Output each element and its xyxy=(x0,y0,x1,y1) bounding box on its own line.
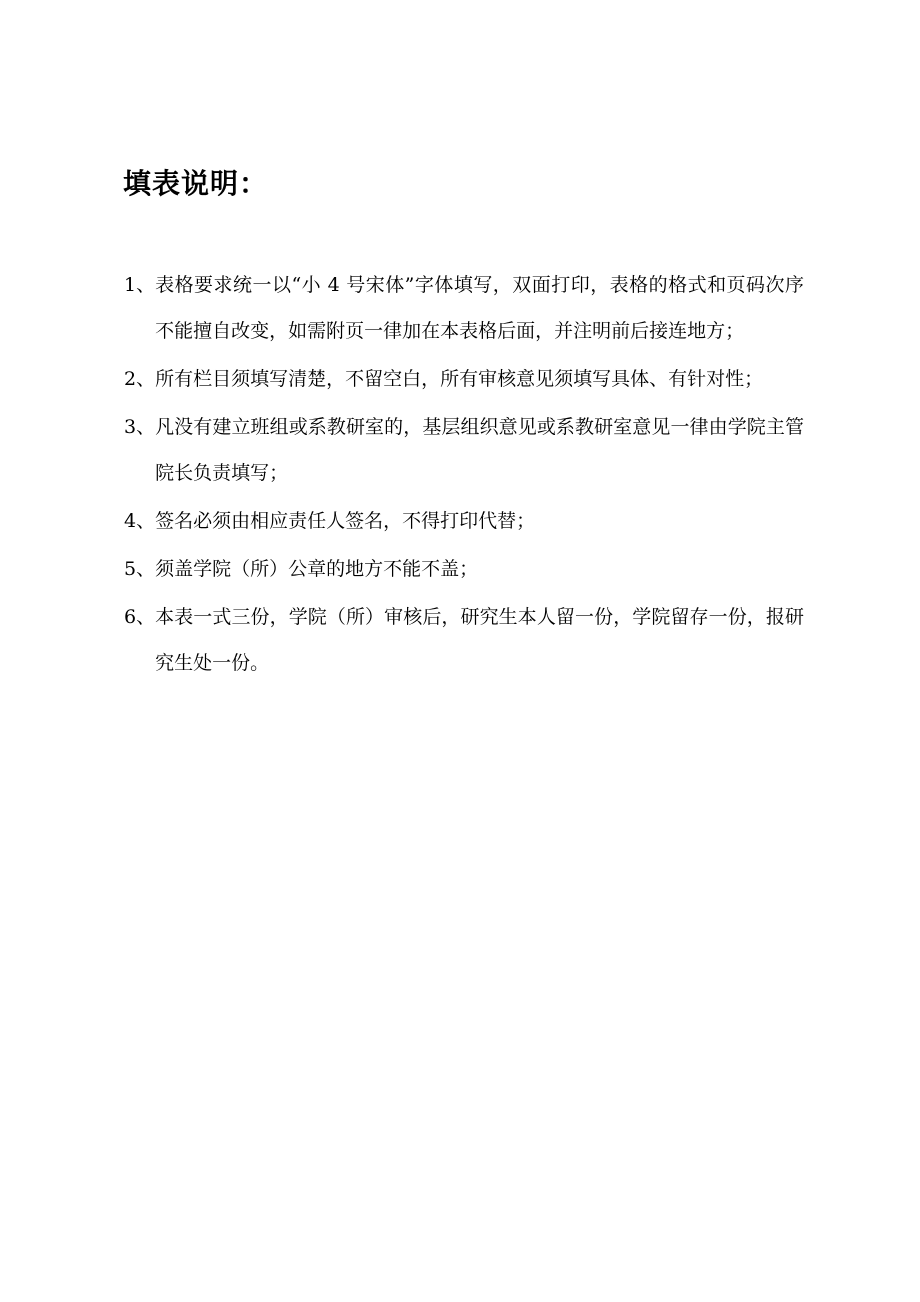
instruction-text: 表格要求统一以“小 4 号宋体”字体填写，双面打印，表格的格式和页码次序不能擅自改变，如需附页一律加在本表格后面，并注明前后接连地方； xyxy=(155,274,804,342)
instruction-number: 5、 xyxy=(124,558,156,580)
instruction-number: 6、 xyxy=(124,606,156,628)
instruction-text: 本表一式三份，学院（所）审核后，研究生本人留一份，学院留存一份，报研究生处一份。 xyxy=(155,606,804,674)
instruction-item-4 xyxy=(124,498,804,544)
instruction-text: 签名必须由相应责任人签名，不得打印代替； xyxy=(155,510,536,532)
instruction-item-3 xyxy=(124,404,804,496)
instruction-number: 1、 xyxy=(124,274,156,296)
instruction-number: 2、 xyxy=(124,368,156,390)
instruction-item-1 xyxy=(124,262,804,354)
instruction-text: 须盖学院（所）公章的地方不能不盖； xyxy=(155,558,479,580)
page-title: 填表说明： xyxy=(123,167,269,200)
instruction-list xyxy=(124,262,804,688)
instruction-item-5 xyxy=(124,546,804,592)
instruction-item-2 xyxy=(124,356,804,402)
instruction-number: 4、 xyxy=(124,510,156,532)
instruction-number: 3、 xyxy=(124,416,156,438)
instruction-item-6 xyxy=(124,594,804,686)
instruction-text: 所有栏目须填写清楚，不留空白，所有审核意见须填写具体、有针对性； xyxy=(155,368,764,390)
instruction-text: 凡没有建立班组或系教研室的，基层组织意见或系教研室意见一律由学院主管院长负责填写； xyxy=(155,416,804,484)
